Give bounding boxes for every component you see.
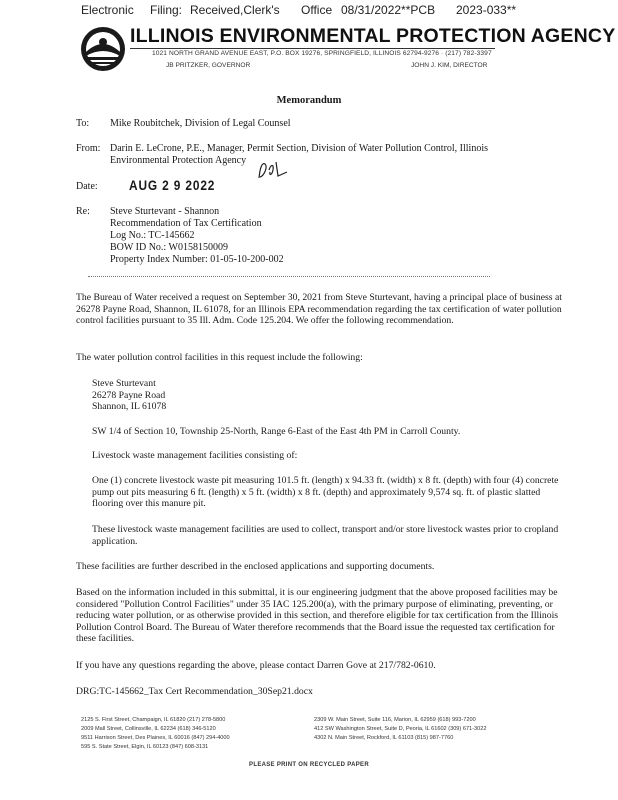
to-value: Mike Roubitchek, Division of Legal Counsel xyxy=(110,118,291,129)
stamp-docket: 2023-033** xyxy=(456,3,517,17)
paragraph-contact: If you have any questions regarding the above, please contact Darren Gove at 217/782-0610. xyxy=(76,660,436,671)
re-line: Steve Sturtevant - Shannon xyxy=(110,206,220,217)
re-label: Re: xyxy=(76,206,90,217)
agency-name: ILLINOIS ENVIRONMENTAL PROTECTION AGENCY xyxy=(130,25,616,47)
address-line: Shannon, IL 61078 xyxy=(92,401,167,413)
date-stamp: AUG 2 9 2022 xyxy=(129,177,216,193)
paragraph-request: The Bureau of Water received a request on September 30, 2021 from Steve Sturtevant, having a principal place of business at 26278 Payne Road, Shannon, IL 61078, for an Illinois EPA recommendation regarding the tax certification of water pollution control facilities pursuant to 35 Ill. Adm. Code 125.204. We offer the following recommendation. xyxy=(76,292,562,327)
section-divider xyxy=(88,276,490,277)
file-reference: DRG:TC-145662_Tax Cert Recommendation_30Sep21.docx xyxy=(76,686,313,697)
paragraph-judgment: Based on the information included in this submittal, it is our engineering judgment that the above proposed facilities may be considered "Pollution Control Facilities" under 35 IAC 125.200(a), with the primary purpose of eliminating, preventing, or reducing water pollution, or as otherwise provided in this section, and therefore eligible for tax certification from the Illinois Pollution Control Board. The Bureau of Water therefore recommends that the Board issue the requested tax certification for these facilities. xyxy=(76,587,559,645)
office-address: 2009 Mall Street, Collinsville, IL 62234 (618) 346-5120 xyxy=(81,726,216,732)
stamp-electronic: Electronic xyxy=(81,3,134,17)
property-location: SW 1/4 of Section 10, Township 25-North, Range 6-East of the East 4th PM in Carroll County. xyxy=(92,426,461,437)
re-line: Property Index Number: 01-05-10-200-002 xyxy=(110,254,284,265)
facilities-purpose: These livestock waste management facilities are used to collect, transport and/or store livestock wastes prior to cropland application. xyxy=(92,524,559,547)
to-label: To: xyxy=(76,118,90,129)
recycled-paper-note: PLEASE PRINT ON RECYCLED PAPER xyxy=(249,762,369,768)
office-address: 9511 Harrison Street, Des Plaines, IL 60016 (847) 294-4000 xyxy=(81,735,230,741)
office-address: 2309 W. Main Street, Suite 116, Marion, IL 62959 (618) 993-7200 xyxy=(314,717,476,723)
memo-title: Memorandum xyxy=(276,95,342,106)
re-block xyxy=(110,206,284,266)
filing-stamp xyxy=(0,3,618,17)
stamp-received: Received,Clerk's xyxy=(190,3,280,17)
office-address: 595 S. State Street, Elgin, IL 60123 (847) 608-3131 xyxy=(81,744,209,750)
office-address: 4302 N. Main Street, Rockford, IL 61103 (815) 987-7760 xyxy=(314,735,454,741)
handwritten-initials xyxy=(256,158,292,182)
office-address: 2125 S. First Street, Champaign, IL 61820 (217) 278-5800 xyxy=(81,717,226,723)
from-line-2: Environmental Protection Agency xyxy=(110,155,247,166)
paragraph-facilities-intro: The water pollution control facilities in this request include the following: xyxy=(76,352,363,363)
re-line: Recommendation of Tax Certification xyxy=(110,218,262,229)
re-line: Log No.: TC-145662 xyxy=(110,230,195,241)
from-line-1: Darin E. LeCrone, P.E., Manager, Permit Section, Division of Water Pollution Control, Illinois xyxy=(110,143,489,154)
stamp-date: 08/31/2022**PCB xyxy=(341,3,436,17)
address-line: 26278 Payne Road xyxy=(92,389,166,401)
facilities-description: One (1) concrete livestock waste pit measuring 101.5 ft. (length) x 94.33 ft. (width) x 8 ft. (depth) with four (4) concrete pump out pits measuring 6 ft. (length) x 5 ft. (width) x 8 ft. (depth) and approximately 9,574 sq. ft. of plastic slatted flooring over this manure pit. xyxy=(92,475,559,510)
address-line: Steve Sturtevant xyxy=(92,378,156,389)
governor-name: JB PRITZKER, GOVERNOR xyxy=(166,62,251,69)
agency-seal-icon xyxy=(80,26,126,72)
date-label: Date: xyxy=(76,181,98,192)
director-name: JOHN J. KIM, DIRECTOR xyxy=(411,62,488,69)
letterhead-divider xyxy=(130,48,495,49)
footer-offices-left xyxy=(81,716,311,752)
agency-address: 1021 NORTH GRAND AVENUE EAST, P.O. BOX 19276, SPRINGFIELD, ILLINOIS 62794-9276 · (217) 782-3397 xyxy=(152,50,492,57)
stamp-filing: Filing: xyxy=(150,3,183,17)
paragraph-supporting-docs: These facilities are further described in the enclosed applications and supporting documents. xyxy=(76,561,435,572)
stamp-office: Office xyxy=(301,3,333,17)
office-address: 412 SW Washington Street, Suite D, Peoria, IL 61602 (309) 671-3022 xyxy=(314,726,487,732)
footer-offices-right xyxy=(314,716,554,743)
from-label: From: xyxy=(76,143,101,154)
applicant-address xyxy=(92,378,562,413)
facilities-heading: Livestock waste management facilities consisting of: xyxy=(92,450,298,461)
re-line: BOW ID No.: W0158150009 xyxy=(110,242,228,253)
